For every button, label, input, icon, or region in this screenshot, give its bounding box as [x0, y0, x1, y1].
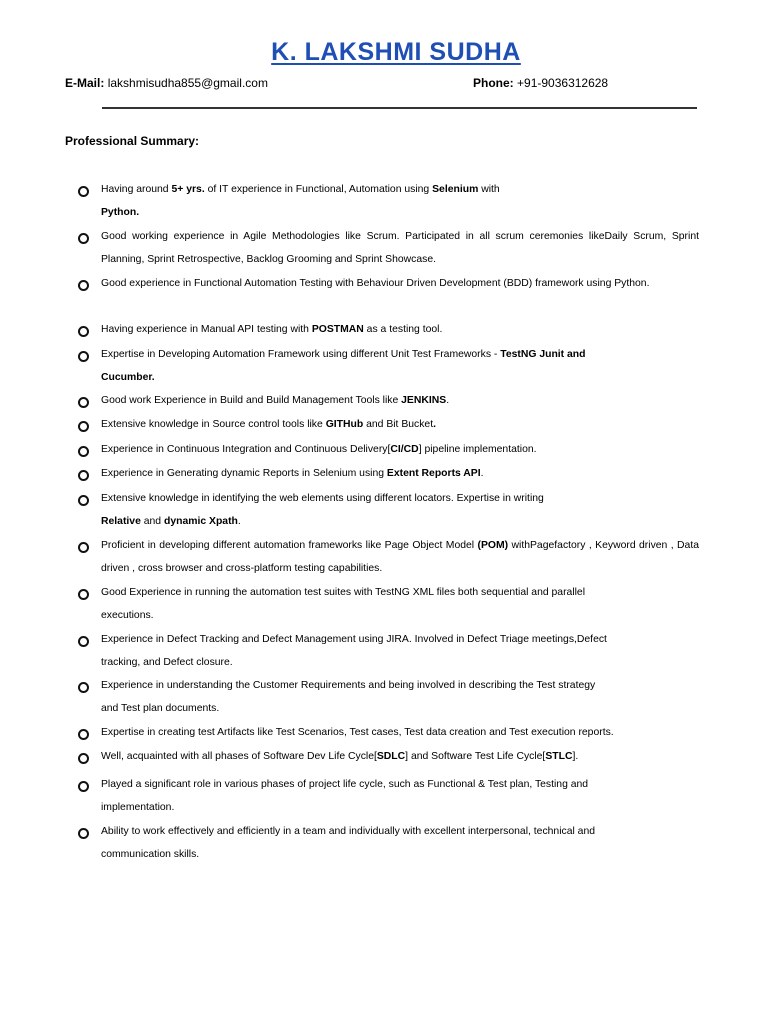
- bullet-circle-icon: [78, 233, 89, 244]
- bullet-circle-icon: [78, 421, 89, 432]
- bullet-text: Experience in Continuous Integration and Continuous Delivery[CI/CD] pipeline implementation.: [101, 444, 537, 455]
- phone-value: +91-9036312628: [517, 76, 609, 90]
- bullet-circle-icon: [78, 729, 89, 740]
- bullet-text: Good work Experience in Build and Build Management Tools like JENKINS.: [101, 395, 450, 406]
- bullet-circle-icon: [78, 397, 89, 408]
- bullet-circle-icon: [78, 636, 89, 647]
- bullet-text: Played a significant role in various phases of project life cycle, such as Functional & Test plan, Testing and implementation.: [101, 779, 589, 813]
- bullet-circle-icon: [78, 280, 89, 291]
- bullet-circle-icon: [78, 495, 89, 506]
- bullet-text: Good Experience in running the automation test suites with TestNG XML files both sequential and parallel executions.: [101, 587, 586, 621]
- bullet-text: Ability to work effectively and efficiently in a team and individually with excellent interpersonal, technical and communication skills.: [101, 826, 596, 860]
- bullet-circle-icon: [78, 682, 89, 693]
- email-value: lakshmisudha855@gmail.com: [107, 76, 268, 90]
- bullet-text: Expertise in Developing Automation Framework using different Unit Test Frameworks - TestNG Junit and Cucumber.: [101, 349, 586, 383]
- bullet-circle-icon: [78, 326, 89, 337]
- phone-line: [473, 76, 608, 90]
- bullet-circle-icon: [78, 753, 89, 764]
- bullet-circle-icon: [78, 351, 89, 362]
- bullet-text: Well, acquainted with all phases of Software Dev Life Cycle[SDLC] and Software Test Life Cycle[STLC].: [101, 751, 579, 762]
- header-divider: [102, 107, 697, 109]
- bullet-text: Good experience in Functional Automation Testing with Behaviour Driven Development (BDD) framework using Python.: [101, 278, 650, 289]
- bullet-circle-icon: [78, 781, 89, 792]
- bullet-circle-icon: [78, 589, 89, 600]
- bullet-text: Experience in Defect Tracking and Defect Management using JIRA. Involved in Defect Triage meetings,Defect tracking, and Defect closure.: [101, 634, 607, 668]
- bullet-circle-icon: [78, 446, 89, 457]
- bullet-text: Experience in understanding the Customer Requirements and being involved in describing the Test strategy and Test plan documents.: [101, 680, 596, 714]
- email-label: E-Mail:: [65, 76, 105, 90]
- bullet-text: Having experience in Manual API testing with POSTMAN as a testing tool.: [101, 324, 443, 335]
- bullet-circle-icon: [78, 470, 89, 481]
- bullet-text: Experience in Generating dynamic Reports in Selenium using Extent Reports API.: [101, 468, 484, 479]
- bullet-text: Extensive knowledge in Source control tools like GITHub and Bit Bucket.: [101, 419, 436, 430]
- phone-label: Phone:: [473, 76, 514, 90]
- bullet-text: Good working experience in Agile Methodologies like Scrum. Participated in all scrum ceremonies likeDaily Scrum, Sprint Planning, Sprint Retrospective, Backlog Grooming and Sprint Showcase.: [101, 231, 699, 265]
- email-line: [65, 76, 268, 90]
- bullet-circle-icon: [78, 828, 89, 839]
- bullet-text: Extensive knowledge in identifying the web elements using different locators. Expertise in writing Relative and dynamic Xpath.: [101, 493, 544, 527]
- candidate-name: K. LAKSHMI SUDHA: [271, 38, 521, 66]
- bullet-text: Expertise in creating test Artifacts like Test Scenarios, Test cases, Test data creation and Test execution reports.: [101, 727, 614, 738]
- bullet-circle-icon: [78, 542, 89, 553]
- section-title: Professional Summary:: [65, 134, 200, 148]
- bullet-text: Proficient in developing different automation frameworks like Page Object Model (POM) withPagefactory , Keyword driven , Data driven , cross browser and cross-platform testing capabilities.: [101, 540, 699, 574]
- bullet-circle-icon: [78, 186, 89, 197]
- bullet-text: Having around 5+ yrs. of IT experience in Functional, Automation using Selenium with Python.: [101, 184, 500, 218]
